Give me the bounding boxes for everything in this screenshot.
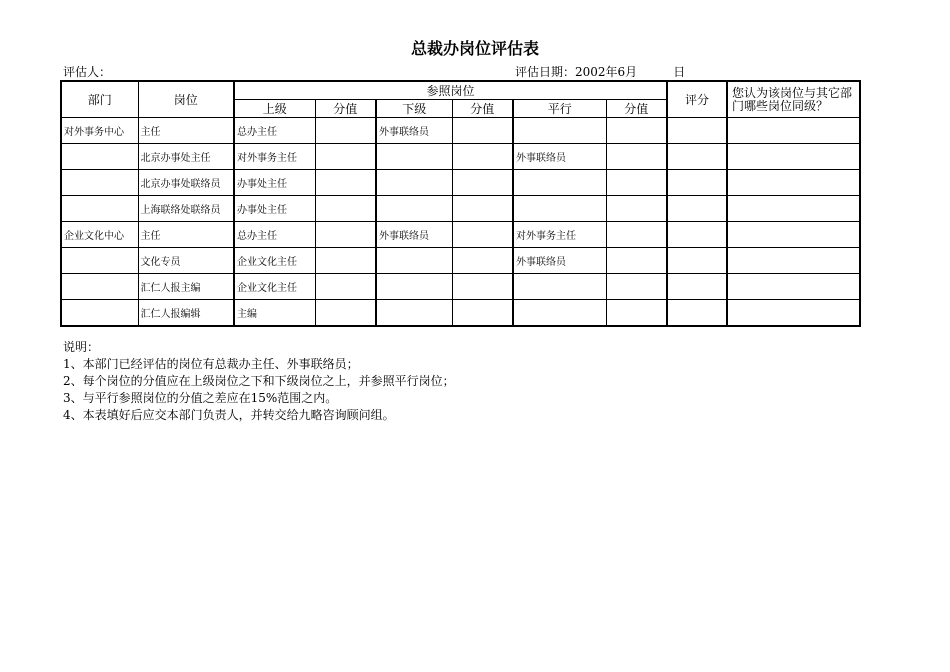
cell-score-upper[interactable] (315, 196, 376, 222)
note-item-4: 4、本表填好后应交本部门负责人，并转交给九略咨询顾问组。 (63, 408, 395, 422)
header-reference: 参照岗位 (234, 81, 667, 100)
cell-upper: 对外事务主任 (234, 144, 315, 170)
header-question: 您认为该岗位与其它部门哪些岗位同级？ (727, 81, 860, 118)
header-post: 岗位 (138, 81, 234, 118)
note-item-3: 3、与平行参照岗位的分值之差应在15%范围之内。 (63, 391, 338, 405)
cell-score-upper[interactable] (315, 300, 376, 327)
table-row (61, 196, 860, 222)
evaluator-label: 评估人： (63, 65, 112, 79)
cell-lower: 外事联络员 (376, 222, 452, 248)
date-field (515, 63, 685, 80)
cell-dept (61, 300, 138, 327)
table-row (61, 222, 860, 248)
cell-lower (376, 248, 452, 274)
cell-score-peer[interactable] (606, 118, 667, 144)
cell-score-peer[interactable] (606, 300, 667, 327)
header-rating: 评分 (667, 81, 727, 118)
cell-score-lower[interactable] (452, 118, 513, 144)
cell-score-lower[interactable] (452, 300, 513, 327)
day-label: 日 (673, 65, 686, 79)
cell-score-lower[interactable] (452, 170, 513, 196)
cell-score-upper[interactable] (315, 274, 376, 300)
cell-rating[interactable] (667, 300, 727, 327)
cell-score-lower[interactable] (452, 222, 513, 248)
date-label: 评估日期：2002年6月 (515, 65, 638, 79)
header-peer: 平行 (513, 100, 606, 118)
cell-rating[interactable] (667, 248, 727, 274)
cell-post: 主任 (138, 118, 234, 144)
cell-score-upper[interactable] (315, 170, 376, 196)
cell-peer (513, 118, 606, 144)
cell-post: 汇仁人报编辑 (138, 300, 234, 327)
cell-lower (376, 274, 452, 300)
cell-peer: 对外事务主任 (513, 222, 606, 248)
cell-same-level[interactable] (727, 170, 860, 196)
cell-dept (61, 248, 138, 274)
cell-dept (61, 170, 138, 196)
cell-upper: 办事处主任 (234, 170, 315, 196)
table-row (61, 170, 860, 196)
header-upper: 上级 (234, 100, 315, 118)
cell-rating[interactable] (667, 144, 727, 170)
cell-peer (513, 274, 606, 300)
cell-rating[interactable] (667, 170, 727, 196)
cell-same-level[interactable] (727, 144, 860, 170)
cell-score-upper[interactable] (315, 144, 376, 170)
cell-post: 文化专员 (138, 248, 234, 274)
table-row (61, 118, 860, 144)
cell-peer (513, 300, 606, 327)
cell-score-peer[interactable] (606, 170, 667, 196)
cell-upper: 主编 (234, 300, 315, 327)
header-row-1 (61, 81, 860, 100)
cell-peer: 外事联络员 (513, 248, 606, 274)
header-score-lower: 分值 (452, 100, 513, 118)
cell-dept (61, 196, 138, 222)
cell-score-peer[interactable] (606, 196, 667, 222)
note-item-1: 1、本部门已经评估的岗位有总裁办主任、外事联络员； (63, 357, 359, 371)
cell-score-lower[interactable] (452, 248, 513, 274)
cell-score-lower[interactable] (452, 196, 513, 222)
header-score-upper: 分值 (315, 100, 376, 118)
cell-dept (61, 274, 138, 300)
cell-same-level[interactable] (727, 274, 860, 300)
cell-post: 北京办事处联络员 (138, 170, 234, 196)
cell-upper: 总办主任 (234, 118, 315, 144)
cell-post: 主任 (138, 222, 234, 248)
cell-lower (376, 300, 452, 327)
table-row (61, 248, 860, 274)
cell-rating[interactable] (667, 274, 727, 300)
cell-peer (513, 196, 606, 222)
header-score-peer: 分值 (606, 100, 667, 118)
cell-score-lower[interactable] (452, 274, 513, 300)
cell-score-upper[interactable] (315, 222, 376, 248)
table-row (61, 300, 860, 327)
cell-upper: 企业文化主任 (234, 274, 315, 300)
cell-same-level[interactable] (727, 196, 860, 222)
cell-post: 上海联络处联络员 (138, 196, 234, 222)
cell-lower (376, 144, 452, 170)
cell-post: 汇仁人报主编 (138, 274, 234, 300)
cell-same-level[interactable] (727, 300, 860, 327)
cell-score-peer[interactable] (606, 274, 667, 300)
cell-upper: 企业文化主任 (234, 248, 315, 274)
cell-same-level[interactable] (727, 248, 860, 274)
notes-heading: 说明： (63, 340, 100, 354)
evaluation-table (60, 80, 861, 327)
cell-dept: 企业文化中心 (61, 222, 138, 248)
cell-lower: 外事联络员 (376, 118, 452, 144)
cell-score-peer[interactable] (606, 248, 667, 274)
cell-peer: 外事联络员 (513, 144, 606, 170)
cell-same-level[interactable] (727, 222, 860, 248)
page-title: 总裁办岗位评估表 (410, 39, 539, 58)
note-item-2: 2、每个岗位的分值应在上级岗位之下和下级岗位之上，并参照平行岗位； (63, 374, 455, 388)
cell-score-upper[interactable] (315, 118, 376, 144)
header-lower: 下级 (376, 100, 452, 118)
table-row (61, 274, 860, 300)
cell-score-peer[interactable] (606, 144, 667, 170)
cell-dept (61, 144, 138, 170)
cell-score-upper[interactable] (315, 248, 376, 274)
table-row (61, 144, 860, 170)
cell-rating[interactable] (667, 222, 727, 248)
cell-score-peer[interactable] (606, 222, 667, 248)
cell-lower (376, 170, 452, 196)
cell-rating[interactable] (667, 118, 727, 144)
cell-same-level[interactable] (727, 118, 860, 144)
cell-lower (376, 196, 452, 222)
notes-section (63, 339, 455, 424)
cell-score-lower[interactable] (452, 144, 513, 170)
cell-upper: 总办主任 (234, 222, 315, 248)
cell-peer (513, 170, 606, 196)
cell-post: 北京办事处主任 (138, 144, 234, 170)
cell-dept: 对外事务中心 (61, 118, 138, 144)
cell-rating[interactable] (667, 196, 727, 222)
cell-upper: 办事处主任 (234, 196, 315, 222)
header-dept: 部门 (61, 81, 138, 118)
